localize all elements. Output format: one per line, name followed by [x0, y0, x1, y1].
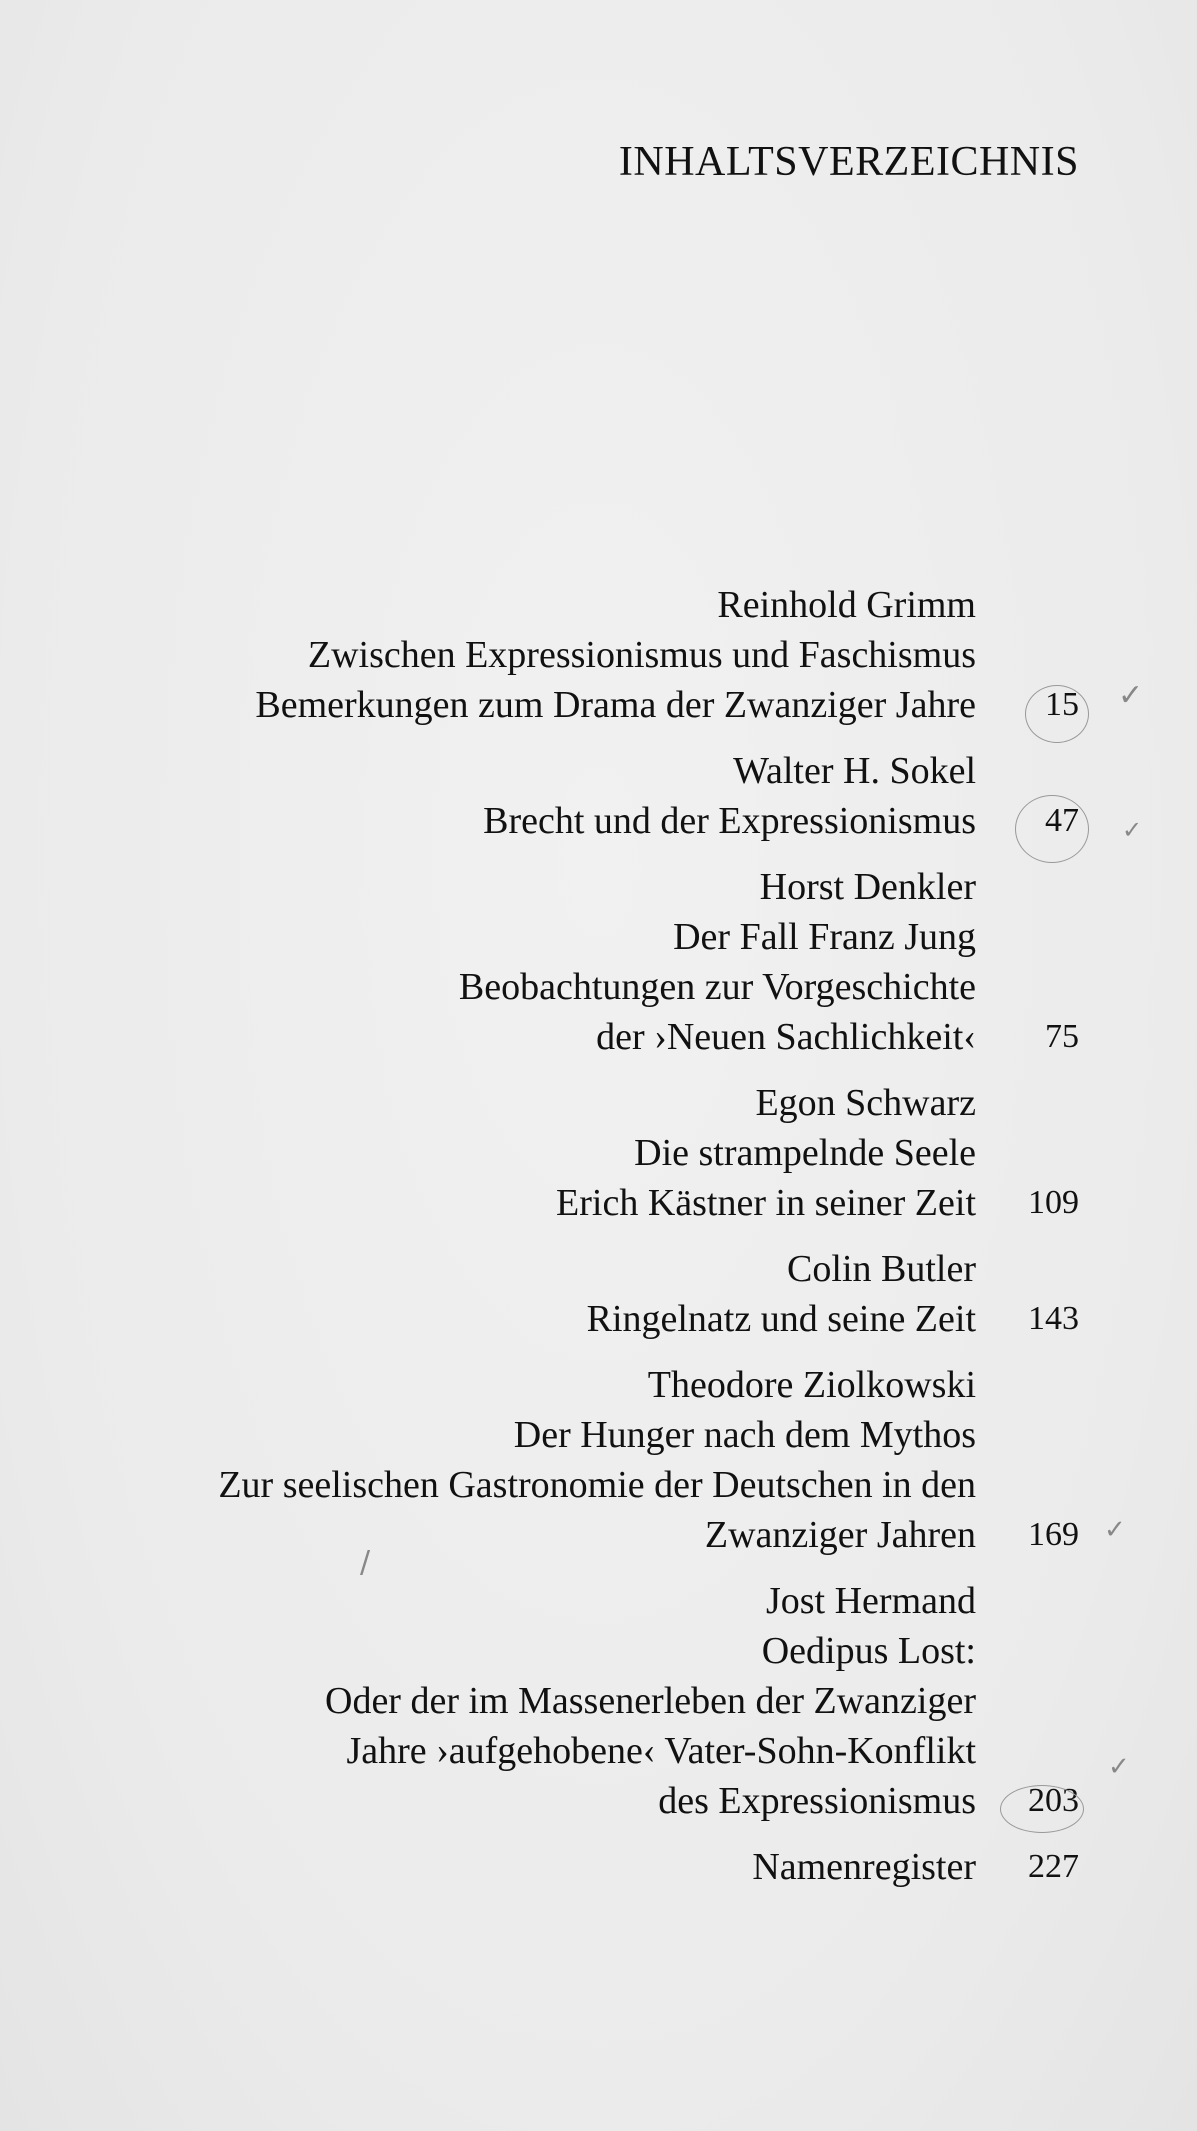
pencil-circle-mark	[1000, 1785, 1084, 1833]
toc-author: Walter H. Sokel	[733, 750, 976, 792]
toc-line: Erich Kästner in seiner Zeit	[556, 1182, 976, 1224]
toc-page-number: 75	[1045, 1018, 1079, 1055]
toc-line: Brecht und der Expressionismus	[483, 800, 976, 842]
toc-page-number: 227	[1028, 1848, 1079, 1885]
toc-line: Ringelnatz und seine Zeit	[586, 1298, 976, 1340]
toc-line: Namenregister	[752, 1846, 976, 1888]
toc-line: des Expressionismus	[658, 1780, 976, 1822]
toc-author: Reinhold Grimm	[717, 584, 976, 626]
toc-author: Horst Denkler	[759, 866, 976, 908]
toc-line: Oedipus Lost:	[761, 1630, 976, 1672]
toc-entry-grimm	[0, 580, 1197, 730]
toc-line: der ›Neuen Sachlichkeit‹	[596, 1016, 976, 1058]
toc-line: Bemerkungen zum Drama der Zwanziger Jahre	[255, 684, 976, 726]
pencil-circle-mark	[1015, 795, 1089, 863]
toc-entry-index	[0, 1842, 1197, 1892]
toc-page-number: 143	[1028, 1300, 1079, 1337]
toc-entry-schwarz	[0, 1078, 1197, 1228]
toc-line: Oder der im Massenerleben der Zwanziger	[325, 1680, 976, 1722]
toc-line: Zwischen Expressionismus und Faschismus	[307, 634, 976, 676]
pencil-check-mark: ✓	[1118, 678, 1144, 713]
toc-entry-ziolkowski	[0, 1360, 1197, 1560]
toc-line: Beobachtungen zur Vorgeschichte	[458, 966, 976, 1008]
pencil-check-mark: ✓	[1104, 1515, 1126, 1545]
toc-author: Colin Butler	[787, 1248, 976, 1290]
toc-line: Die strampelnde Seele	[634, 1132, 976, 1174]
toc-line: Jahre ›aufgehobene‹ Vater-Sohn-Konflikt	[346, 1730, 976, 1772]
toc-page-number: 47	[1045, 802, 1079, 839]
toc-entry-denkler	[0, 862, 1197, 1062]
pencil-stroke-mark: /	[360, 1545, 371, 1580]
toc-line: Zur seelischen Gastronomie der Deutschen in den	[218, 1464, 976, 1506]
table-of-contents	[0, 580, 1197, 1908]
toc-line: Zwanziger Jahren	[704, 1514, 976, 1556]
pencil-circle-mark	[1025, 685, 1089, 743]
toc-page-number: 15	[1045, 686, 1079, 723]
pencil-check-mark: ✓	[1108, 1752, 1130, 1782]
toc-author: Theodore Ziolkowski	[647, 1364, 976, 1406]
toc-page-number: 109	[1028, 1184, 1079, 1221]
toc-author: Egon Schwarz	[755, 1082, 976, 1124]
toc-author: Jost Hermand	[765, 1580, 976, 1622]
toc-line: Der Hunger nach dem Mythos	[513, 1414, 976, 1456]
pencil-check-mark: ✓	[1122, 816, 1143, 844]
toc-line: Der Fall Franz Jung	[673, 916, 976, 958]
toc-entry-butler	[0, 1244, 1197, 1344]
page-title: INHALTSVERZEICHNIS	[618, 139, 1079, 185]
toc-page-number: 203	[1028, 1782, 1079, 1819]
toc-page-number: 169	[1028, 1516, 1079, 1553]
